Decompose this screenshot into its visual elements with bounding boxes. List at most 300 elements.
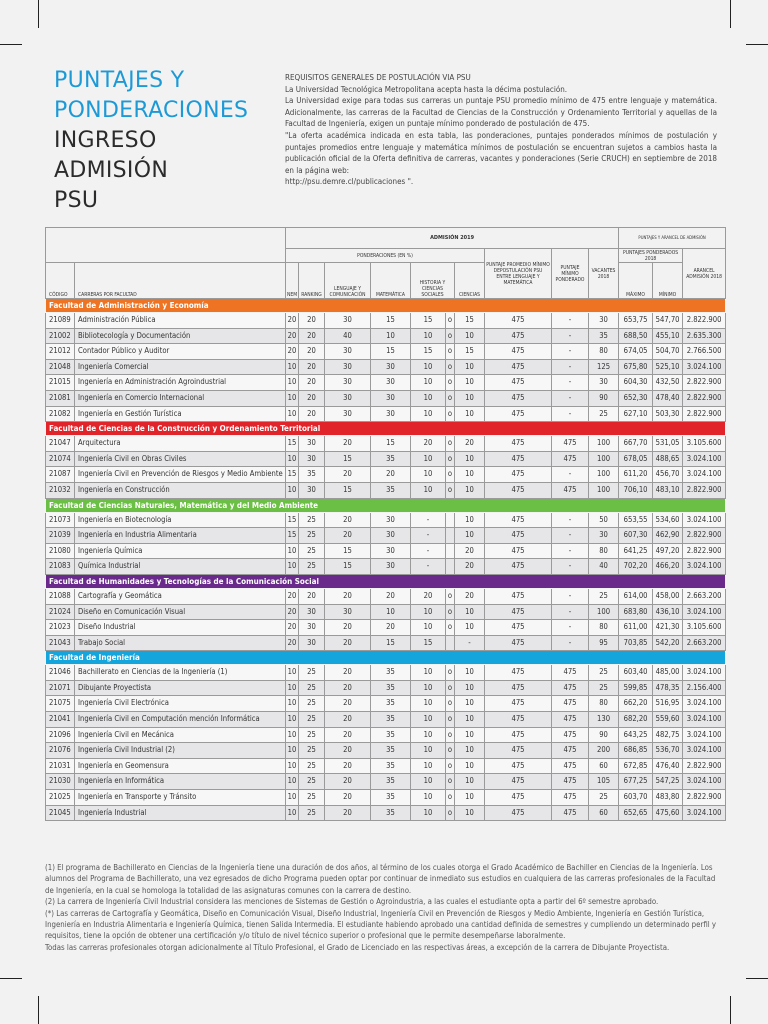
table-cell: 10	[371, 328, 411, 344]
table-cell: 525,10	[653, 359, 683, 375]
table-cell: 504,70	[653, 344, 683, 360]
table-cell: 10	[286, 758, 299, 774]
table-cell: 25	[589, 588, 619, 604]
table-cell: o	[446, 467, 455, 483]
table-cell: 15	[325, 559, 371, 575]
table-cell: 35	[371, 805, 411, 821]
table-cell: 10	[455, 604, 485, 620]
table-cell: o	[446, 588, 455, 604]
table-cell: 611,20	[619, 467, 653, 483]
table-cell: 10	[371, 604, 411, 620]
table-cell	[446, 512, 455, 528]
table-cell: 534,60	[653, 512, 683, 528]
table-cell: 80	[589, 620, 619, 636]
table-cell: 2.156.400	[683, 680, 726, 696]
table-cell: 30	[325, 313, 371, 329]
table-cell: 2.822.900	[683, 406, 726, 422]
table-cell: 10	[286, 774, 299, 790]
table-cell: 2.635.300	[683, 328, 726, 344]
table-cell: 432,50	[653, 375, 683, 391]
table-cell: 20	[299, 588, 325, 604]
table-cell: 3.024.100	[683, 359, 726, 375]
table-cell: 30	[325, 604, 371, 620]
table-cell: o	[446, 790, 455, 806]
table-cell: -	[411, 543, 446, 559]
table-cell: 10	[286, 696, 299, 712]
table-cell: 35	[371, 665, 411, 681]
table-cell: 475	[485, 543, 552, 559]
table-cell: 10	[455, 359, 485, 375]
table-cell: 10	[286, 805, 299, 821]
table-cell: 20	[325, 743, 371, 759]
table-cell: 50	[589, 512, 619, 528]
table-cell: 30	[371, 528, 411, 544]
faculty-header-row	[46, 498, 726, 512]
table-cell: 20	[286, 620, 299, 636]
table-cell: 421,30	[653, 620, 683, 636]
table-cell: 10	[455, 665, 485, 681]
table-cell: 497,20	[653, 543, 683, 559]
table-cell: 677,25	[619, 774, 653, 790]
table-cell: 10	[455, 743, 485, 759]
table-cell: 40	[325, 328, 371, 344]
table-cell: o	[446, 758, 455, 774]
table-cell: 20	[325, 696, 371, 712]
table-cell	[446, 559, 455, 575]
table-cell: 20	[325, 665, 371, 681]
table-cell: 25	[299, 528, 325, 544]
table-cell: 35	[299, 467, 325, 483]
table-cell: 3.024.100	[683, 774, 726, 790]
table-cell: 475	[485, 604, 552, 620]
table-cell: 10	[411, 790, 446, 806]
table-cell: 20	[299, 328, 325, 344]
table-cell: -	[552, 328, 589, 344]
table-cell: 25	[589, 790, 619, 806]
table-cell: 475	[552, 436, 589, 452]
table-cell: 30	[299, 436, 325, 452]
table-cell: 40	[589, 559, 619, 575]
table-cell: 483,10	[653, 482, 683, 498]
table-cell: 35	[589, 328, 619, 344]
table-cell: 10	[411, 375, 446, 391]
table-cell: 641,25	[619, 543, 653, 559]
table-cell: 10	[455, 712, 485, 728]
table-cell: 30	[299, 482, 325, 498]
table-cell: 130	[589, 712, 619, 728]
table-cell: 10	[286, 406, 299, 422]
table-row	[46, 774, 726, 790]
requirements-paragraph: "La oferta académica indicada en esta tabla, las ponderaciones, puntajes ponderados mínimos de postulación y puntajes promedios entre lenguaje y matemática mínimos de postulación se encuentran sujetos a cambios hasta la publicación oficial de la Oferta definitiva de carreras, vacantes y ponderaciones (Serie CRUCH) en septiembre de 2018 en la página web:	[285, 130, 717, 175]
table-cell: 475	[485, 696, 552, 712]
table-cell: 10	[411, 727, 446, 743]
table-cell: 100	[589, 451, 619, 467]
requirements-text	[285, 72, 717, 188]
table-cell: 10	[455, 774, 485, 790]
title-line: PONDERACIONES	[54, 98, 249, 123]
table-cell: 10	[455, 375, 485, 391]
table-cell: 475	[485, 436, 552, 452]
table-cell: 21030	[46, 774, 75, 790]
table-row	[46, 482, 726, 498]
table-cell: 475	[552, 482, 589, 498]
table-cell: 652,30	[619, 390, 653, 406]
table-cell: 2.822.900	[683, 390, 726, 406]
table-cell: 475	[485, 528, 552, 544]
table-cell: -	[552, 344, 589, 360]
table-cell: 706,10	[619, 482, 653, 498]
table-cell: 30	[299, 451, 325, 467]
table-cell: 2.822.900	[683, 313, 726, 329]
table-cell: 10	[455, 390, 485, 406]
table-cell: 485,00	[653, 665, 683, 681]
table-cell: 20	[299, 313, 325, 329]
table-cell	[446, 635, 455, 651]
table-cell: 603,70	[619, 790, 653, 806]
table-cell: 702,20	[619, 559, 653, 575]
requirements-heading: REQUISITOS GENERALES DE POSTULACIÓN VIA PSU	[285, 73, 471, 82]
table-cell: 25	[299, 743, 325, 759]
table-cell: 10	[286, 482, 299, 498]
table-cell: 614,00	[619, 588, 653, 604]
table-cell: Diseño Industrial	[75, 620, 286, 636]
col-minimo: MÍNIMO	[653, 263, 683, 299]
crop-mark	[38, 0, 39, 28]
table-cell: 2.822.900	[683, 543, 726, 559]
table-cell: 2.822.900	[683, 528, 726, 544]
table-cell: 30	[589, 528, 619, 544]
table-cell: Ingeniería en Administración Agroindustrial	[75, 375, 286, 391]
table-cell: 475	[552, 696, 589, 712]
table-row	[46, 313, 726, 329]
table-cell: o	[446, 436, 455, 452]
table-cell: 10	[411, 451, 446, 467]
table-cell: 10	[286, 727, 299, 743]
table-cell: 686,85	[619, 743, 653, 759]
table-cell: 35	[371, 743, 411, 759]
table-cell: 599,85	[619, 680, 653, 696]
table-cell: Bibliotecología y Documentación	[75, 328, 286, 344]
table-cell: Administración Pública	[75, 313, 286, 329]
table-cell: 475,60	[653, 805, 683, 821]
table-cell: 20	[299, 406, 325, 422]
table-cell: 475	[485, 451, 552, 467]
table-cell: Ingeniería en Construcción	[75, 482, 286, 498]
table-cell: 476,40	[653, 758, 683, 774]
table-cell: 10	[286, 559, 299, 575]
table-cell: -	[552, 588, 589, 604]
table-cell: 25	[299, 680, 325, 696]
table-cell: 10	[286, 543, 299, 559]
table-cell: 35	[371, 482, 411, 498]
table-cell: 15	[371, 436, 411, 452]
title-line: PSU	[54, 188, 99, 213]
faculty-header-row	[46, 422, 726, 436]
table-cell: Ingeniería Comercial	[75, 359, 286, 375]
crop-mark	[730, 0, 731, 28]
table-cell: 652,65	[619, 805, 653, 821]
table-cell: 10	[286, 712, 299, 728]
table-cell: 682,20	[619, 712, 653, 728]
table-cell: 30	[325, 344, 371, 360]
table-cell: 30	[325, 406, 371, 422]
table-cell: 21041	[46, 712, 75, 728]
table-cell: 475	[485, 727, 552, 743]
table-cell: 10	[286, 790, 299, 806]
table-cell: 2.822.900	[683, 482, 726, 498]
table-cell: 458,00	[653, 588, 683, 604]
table-cell: Química Industrial	[75, 559, 286, 575]
table-cell: 478,40	[653, 390, 683, 406]
table-cell: 475	[552, 665, 589, 681]
table-cell: 30	[325, 375, 371, 391]
table-cell: 15	[325, 482, 371, 498]
table-cell: Diseño en Comunicación Visual	[75, 604, 286, 620]
table-cell: 21087	[46, 467, 75, 483]
table-cell: 10	[411, 743, 446, 759]
table-cell: 20	[325, 528, 371, 544]
table-cell: 95	[589, 635, 619, 651]
table-cell: 30	[299, 635, 325, 651]
table-cell: Trabajo Social	[75, 635, 286, 651]
table-cell: Ingeniería en Gestión Turística	[75, 406, 286, 422]
table-row	[46, 620, 726, 636]
table-cell: 21073	[46, 512, 75, 528]
table-cell: -	[552, 543, 589, 559]
table-cell: 10	[411, 467, 446, 483]
table-cell: 10	[411, 774, 446, 790]
table-cell: 478,35	[653, 680, 683, 696]
table-cell: 60	[589, 805, 619, 821]
table-cell: Arquitectura	[75, 436, 286, 452]
table-row	[46, 328, 726, 344]
table-cell: 35	[371, 774, 411, 790]
table-row	[46, 665, 726, 681]
table-cell: 15	[455, 313, 485, 329]
table-cell: 475	[485, 512, 552, 528]
table-cell: -	[552, 390, 589, 406]
faculty-header-row	[46, 574, 726, 588]
col-maximo: MÁXIMO	[619, 263, 653, 299]
table-cell: 611,00	[619, 620, 653, 636]
table-cell: 21074	[46, 451, 75, 467]
table-cell: 488,65	[653, 451, 683, 467]
table-cell: 20	[286, 313, 299, 329]
table-cell: 20	[325, 512, 371, 528]
title-line: ADMISIÓN	[54, 158, 169, 183]
table-cell: -	[552, 635, 589, 651]
page-title	[54, 66, 284, 216]
table-cell: 688,50	[619, 328, 653, 344]
table-cell: 10	[411, 620, 446, 636]
table-cell: 20	[371, 588, 411, 604]
table-cell: 35	[371, 712, 411, 728]
table-cell: 100	[589, 467, 619, 483]
table-cell: 30	[325, 359, 371, 375]
table-cell: 20	[325, 680, 371, 696]
table-cell: 20	[325, 805, 371, 821]
table-cell: 105	[589, 774, 619, 790]
table-row	[46, 467, 726, 483]
table-cell	[446, 528, 455, 544]
table-row	[46, 680, 726, 696]
table-cell: 20	[286, 344, 299, 360]
table-cell: 542,20	[653, 635, 683, 651]
table-cell: 547,25	[653, 774, 683, 790]
crop-mark	[38, 996, 39, 1024]
faculty-header-row	[46, 651, 726, 665]
footnote: (2) La carrera de Ingeniería Civil Industrial considera las menciones de Sistemas de Gestión o Agroindustria, a las cuales el estudiante opta a partir del 6º semestre aprobado.	[45, 897, 659, 907]
table-cell: 3.024.100	[683, 696, 726, 712]
table-cell: 3.024.100	[683, 665, 726, 681]
faculty-name: Facultad de Ciencias de la Construcción y Ordenamiento Territorial	[46, 422, 726, 436]
table-cell: 20	[325, 790, 371, 806]
table-cell: 466,20	[653, 559, 683, 575]
table-cell: Ingeniería Civil en Computación mención Informática	[75, 712, 286, 728]
table-cell: 10	[455, 482, 485, 498]
table-cell: 25	[299, 790, 325, 806]
table-cell: 30	[371, 512, 411, 528]
table-cell: 10	[411, 406, 446, 422]
table-cell: 15	[286, 467, 299, 483]
col-lenguaje: LENGUAJE Y COMUNICACIÓN	[325, 263, 371, 299]
table-cell: -	[552, 620, 589, 636]
table-cell: -	[411, 528, 446, 544]
table-cell: 15	[411, 313, 446, 329]
table-cell: -	[552, 313, 589, 329]
table-cell: o	[446, 774, 455, 790]
table-cell: 531,05	[653, 436, 683, 452]
table-cell: 20	[455, 588, 485, 604]
table-cell: 475	[485, 635, 552, 651]
table-cell: 30	[371, 406, 411, 422]
table-cell: 20	[299, 344, 325, 360]
table-row	[46, 543, 726, 559]
table-row	[46, 359, 726, 375]
table-cell: Ingeniería en Informática	[75, 774, 286, 790]
table-cell: Bachillerato en Ciencias de la Ingeniería (1)	[75, 665, 286, 681]
table-cell: 10	[411, 758, 446, 774]
table-cell: 674,05	[619, 344, 653, 360]
table-cell: -	[455, 635, 485, 651]
table-cell: 475	[552, 712, 589, 728]
col-codigo: CÓDIGO	[46, 263, 75, 299]
table-cell: 475	[485, 313, 552, 329]
title-line: INGRESO	[54, 128, 157, 153]
table-cell: 20	[455, 543, 485, 559]
table-cell: 21015	[46, 375, 75, 391]
table-cell: 662,20	[619, 696, 653, 712]
table-cell	[446, 543, 455, 559]
table-cell: 483,80	[653, 790, 683, 806]
requirements-paragraph: La Universidad exige para todas sus carreras un puntaje PSU promedio mínimo de 475 entre lenguaje y matemática. Adicionalmente, las carreras de la Facultad de Ciencias de la Construcción y Ordenamiento Territorial y aquellas de la Facultad de Ingeniería, exigen un puntaje mínimo ponderado de postulación de 475.	[285, 96, 717, 129]
table-cell: 475	[485, 406, 552, 422]
table-cell: 503,30	[653, 406, 683, 422]
table-row	[46, 528, 726, 544]
table-cell: 475	[485, 680, 552, 696]
table-cell: 10	[286, 359, 299, 375]
table-cell: 475	[485, 559, 552, 575]
table-cell: 30	[299, 620, 325, 636]
table-cell: 90	[589, 390, 619, 406]
table-cell: 80	[589, 696, 619, 712]
table-cell: 30	[371, 559, 411, 575]
table-cell: 475	[552, 805, 589, 821]
table-cell: 20	[286, 635, 299, 651]
table-cell: 482,75	[653, 727, 683, 743]
table-cell: 15	[371, 344, 411, 360]
table-cell: 475	[485, 328, 552, 344]
col-ciencias: CIENCIAS	[455, 263, 485, 299]
table-cell: 475	[485, 774, 552, 790]
col-carrera: CARRERAS POR FACULTAD	[75, 263, 286, 299]
table-cell: 15	[325, 543, 371, 559]
table-cell: 475	[485, 620, 552, 636]
table-cell: 10	[411, 805, 446, 821]
footnotes	[45, 862, 725, 953]
table-row	[46, 790, 726, 806]
table-cell: 20	[286, 604, 299, 620]
table-cell: o	[446, 665, 455, 681]
table-cell: 475	[485, 665, 552, 681]
table-cell: 21031	[46, 758, 75, 774]
table-cell: 21002	[46, 328, 75, 344]
table-cell: 475	[485, 482, 552, 498]
table-row	[46, 344, 726, 360]
crop-mark	[730, 996, 731, 1024]
table-cell: 475	[552, 743, 589, 759]
table-cell: Ingeniería Civil en Mecánica	[75, 727, 286, 743]
ponderaciones-header: PONDERACIONES (EN %)	[286, 249, 485, 263]
table-cell: Ingeniería en Biotecnología	[75, 512, 286, 528]
table-cell: 475	[485, 805, 552, 821]
table-row	[46, 805, 726, 821]
table-cell: 25	[299, 712, 325, 728]
table-cell: o	[446, 482, 455, 498]
table-cell: 21075	[46, 696, 75, 712]
table-cell: 475	[485, 359, 552, 375]
table-cell: 3.105.600	[683, 436, 726, 452]
table-cell: o	[446, 727, 455, 743]
table-cell: 25	[299, 774, 325, 790]
table-cell: 678,05	[619, 451, 653, 467]
table-cell: 25	[589, 665, 619, 681]
col-nem: NEM	[286, 263, 299, 299]
table-cell: 2.663.200	[683, 588, 726, 604]
table-cell: 607,30	[619, 528, 653, 544]
table-cell: 10	[455, 528, 485, 544]
requirements-link: http://psu.demre.cl/publicaciones ".	[285, 177, 414, 187]
table-cell: 90	[589, 727, 619, 743]
table-row	[46, 451, 726, 467]
table-cell: 21080	[46, 543, 75, 559]
table-cell: 20	[325, 727, 371, 743]
table-cell: 80	[589, 344, 619, 360]
table-cell: 30	[371, 390, 411, 406]
table-cell: -	[552, 528, 589, 544]
table-cell: 547,70	[653, 313, 683, 329]
table-cell: 672,85	[619, 758, 653, 774]
table-cell: 604,30	[619, 375, 653, 391]
table-cell: 10	[286, 375, 299, 391]
table-cell: 25	[299, 665, 325, 681]
table-cell: 475	[552, 727, 589, 743]
table-cell: 20	[325, 436, 371, 452]
table-cell: 25	[589, 680, 619, 696]
table-cell: o	[446, 359, 455, 375]
footnote: Todas las carreras profesionales otorgan adicionalmente al Título Profesional, el Grado de Licenciado en las respectivas áreas, a excepción de la carrera de Dibujante Proyectista.	[45, 942, 670, 952]
table-cell: 20	[286, 328, 299, 344]
